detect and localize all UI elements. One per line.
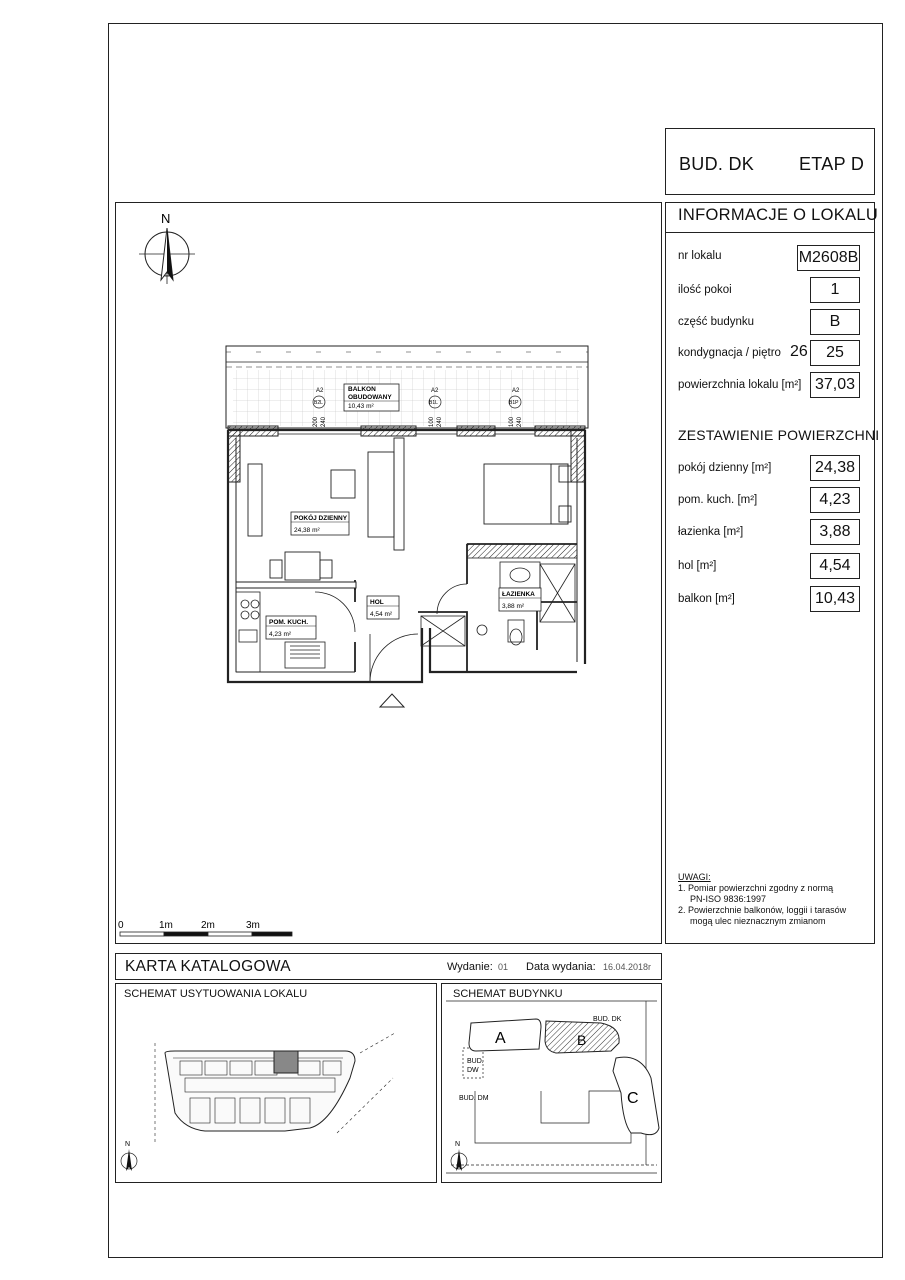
location-scheme-title: SCHEMAT USYTUOWANIA LOKALU [124, 988, 308, 1000]
svg-text:4,54 m²: 4,54 m² [370, 611, 393, 618]
north-label: N [161, 211, 171, 226]
label-hall: hol [m²] [678, 560, 717, 572]
room-label-living [291, 512, 349, 535]
window-sill-1 [228, 426, 278, 436]
svg-text:A2: A2 [316, 388, 324, 394]
svg-text:24,38 m²: 24,38 m² [294, 527, 320, 534]
location-north-icon [121, 1149, 137, 1171]
living-furniture [248, 438, 571, 580]
value-living-room: 24,38 [810, 455, 860, 481]
value-building-part: B [810, 309, 860, 335]
svg-text:200: 200 [313, 416, 319, 427]
info-title-rule [665, 232, 875, 233]
stage-label: ETAP D [799, 154, 865, 174]
label-storey-floor: kondygnacja / piętro [678, 347, 781, 359]
room-label-kitchen [266, 616, 316, 639]
window-sill-3 [457, 426, 495, 436]
svg-text:POKÓJ DZIENNY: POKÓJ DZIENNY [294, 515, 348, 522]
wall-hatch-right [571, 430, 585, 482]
building-north-icon [451, 1149, 467, 1171]
value-storey: 26 [790, 343, 808, 360]
room-label-bathroom [499, 588, 541, 611]
value-hall: 4,54 [810, 553, 860, 579]
label-room-count: ilość pokoi [678, 284, 732, 296]
bud-dm-label: BUD. DM [459, 1095, 489, 1102]
bud-dw-label-1: BUD. [467, 1058, 484, 1065]
svg-text:0: 0 [118, 920, 124, 931]
building-b-label: B [577, 1032, 587, 1048]
svg-text:240: 240 [437, 416, 443, 427]
entrance-arrow-icon [380, 694, 404, 707]
value-kitchen: 4,23 [810, 487, 860, 513]
svg-text:B2L: B2L [314, 400, 323, 406]
label-living-room: pokój dzienny [m²] [678, 462, 772, 474]
notes-line-3: 2. Powierzchnie balkonów, loggii i tarasów [678, 905, 847, 915]
svg-text:100: 100 [429, 416, 435, 427]
scale-bar [118, 920, 292, 936]
value-balcony: 10,43 [810, 586, 860, 612]
areas-title: ZESTAWIENIE POWIERZCHNI [678, 427, 880, 443]
svg-text:BALKON: BALKON [348, 386, 376, 393]
svg-text:ŁAZIENKA: ŁAZIENKA [502, 591, 535, 598]
label-building-part: część budynku [678, 316, 755, 328]
bud-dk-label: BUD. DK [593, 1016, 622, 1023]
value-floor: 25 [810, 340, 860, 366]
floor-plan [115, 202, 662, 944]
header-box [665, 128, 875, 195]
svg-text:B1L: B1L [429, 400, 438, 406]
north-arrow-icon [139, 228, 195, 284]
svg-text:A2: A2 [512, 388, 520, 394]
apartment-highlight [274, 1051, 298, 1073]
svg-text:3m: 3m [246, 920, 260, 931]
location-north-label: N [125, 1141, 131, 1148]
label-bathroom: łazienka [m²] [678, 526, 744, 538]
svg-text:1m: 1m [159, 920, 173, 931]
building-north-label: N [455, 1141, 461, 1148]
svg-text:OBUDOWANY: OBUDOWANY [348, 394, 392, 401]
building-c-label: C [627, 1090, 639, 1107]
label-balcony: balkon [m²] [678, 593, 735, 605]
building-a-label: A [495, 1030, 506, 1047]
svg-text:3,88 m²: 3,88 m² [502, 603, 525, 610]
balcony [226, 346, 588, 428]
window-sill-4 [535, 426, 585, 436]
info-title: INFORMACJE O LOKALU [678, 206, 879, 224]
svg-text:240: 240 [517, 416, 523, 427]
notes-line-2: PN-ISO 9836:1997 [690, 894, 767, 904]
building-label: BUD. DK [679, 154, 755, 174]
value-room-count: 1 [810, 277, 860, 303]
edition-label: Wydanie: [447, 961, 493, 973]
label-apartment-number: nr lokalu [678, 250, 722, 262]
bud-dw-label-2: DW [467, 1067, 479, 1074]
footer-title: KARTA KATALOGOWA [125, 958, 291, 975]
svg-text:POM. KUCH.: POM. KUCH. [269, 619, 308, 626]
edition-value: 01 [498, 962, 509, 972]
building-scheme [441, 983, 662, 1183]
svg-text:100: 100 [509, 416, 515, 427]
date-value: 16.04.2018r [603, 962, 652, 972]
wall-hatch-left [228, 430, 240, 482]
kitchen-wall-stub [236, 582, 356, 588]
svg-text:B1P: B1P [509, 400, 519, 406]
label-kitchen: pom. kuch. [m²] [678, 494, 758, 506]
value-apartment-area: 37,03 [810, 372, 860, 398]
value-bathroom: 3,88 [810, 519, 860, 545]
building-scheme-title: SCHEMAT BUDYNKU [453, 988, 563, 1000]
window-sill-2 [361, 426, 416, 436]
svg-text:10,43 m²: 10,43 m² [348, 403, 374, 410]
location-scheme [115, 983, 437, 1183]
value-apartment-number: M2608B [797, 245, 860, 271]
svg-text:2m: 2m [201, 920, 215, 931]
notes-line-4: mogą ulec nieznacznym zmianom [690, 916, 826, 926]
date-label: Data wydania: [526, 961, 596, 973]
notes [678, 872, 846, 927]
notes-line-1: 1. Pomiar powierzchni zgodny z normą [678, 883, 834, 893]
svg-text:240: 240 [321, 416, 327, 427]
notes-title: UWAGI: [678, 872, 711, 882]
label-apartment-area: powierzchnia lokalu [m²] [678, 379, 802, 391]
svg-text:HOL: HOL [370, 599, 384, 606]
svg-text:4,23 m²: 4,23 m² [269, 631, 292, 638]
room-label-balcony [344, 384, 399, 411]
room-label-hall [367, 596, 399, 619]
svg-text:A2: A2 [431, 388, 439, 394]
